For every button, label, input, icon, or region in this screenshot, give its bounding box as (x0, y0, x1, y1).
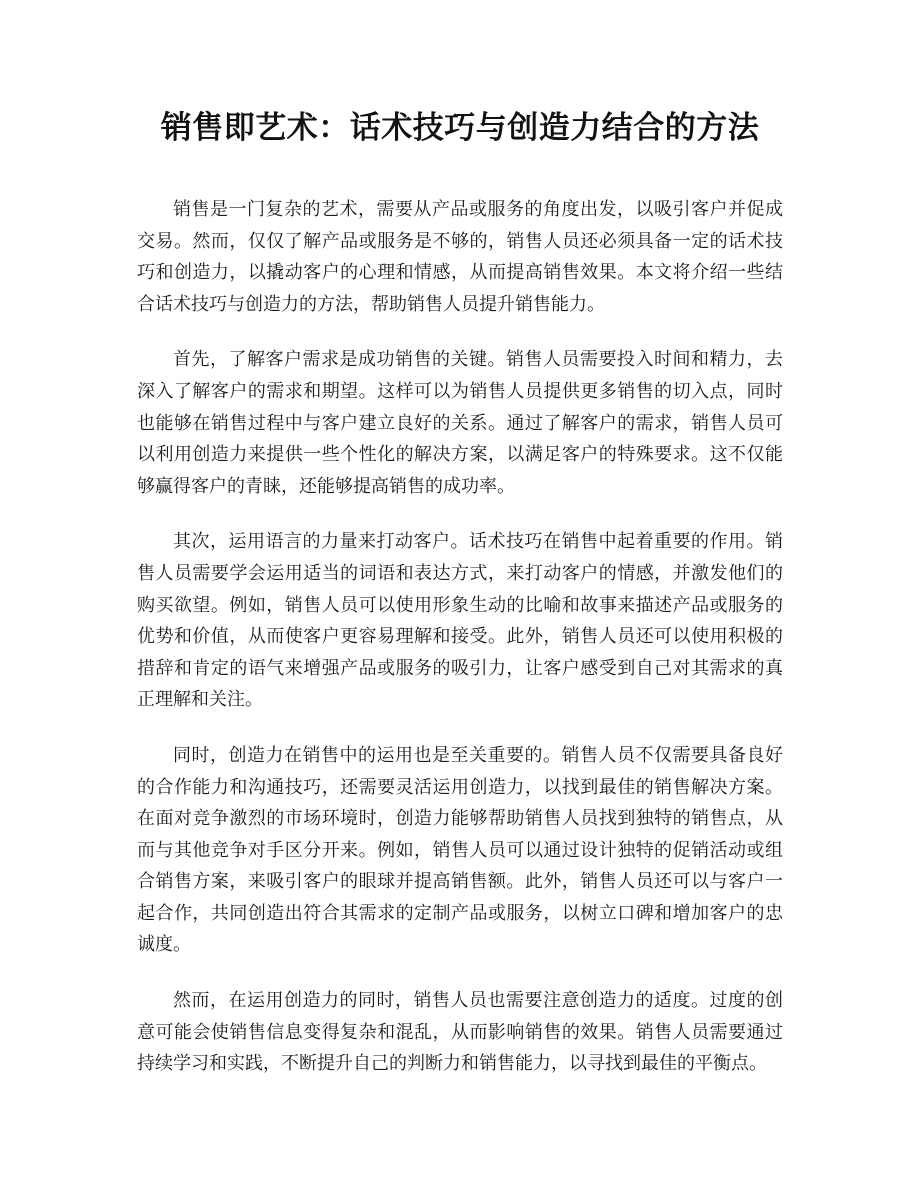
paragraph-moderation: 然而，在运用创造力的同时，销售人员也需要注意创造力的适度。过度的创意可能会使销售信息变得复杂和混乱，从而影响销售的效果。销售人员需要通过持续学习和实践，不断提升自己的判断力和销售能力，以寻找到最佳的平衡点。 (137, 990, 783, 1075)
paragraph-customer-needs: 首先，了解客户需求是成功销售的关键。销售人员需要投入时间和精力，去深入了解客户的需求和期望。这样可以为销售人员提供更多销售的切入点，同时也能够在销售过程中与客户建立良好的关系。通过了解客户的需求，销售人员可以利用创造力来提供一些个性化的解决方案，以满足客户的特殊要求。这不仅能够赢得客户的青睐，还能够提高销售的成功率。 (137, 349, 783, 497)
paragraph-creativity: 同时，创造力在销售中的运用也是至关重要的。销售人员不仅需要具备良好的合作能力和沟通技巧，还需要灵活运用创造力，以找到最佳的销售解决方案。在面对竞争激烈的市场环境时，创造力能够帮助销售人员找到独特的销售点，从而与其他竞争对手区分开来。例如，销售人员可以通过设计独特的促销活动或组合销售方案，来吸引客户的眼球并提高销售额。此外，销售人员还可以与客户一起合作，共同创造出符合其需求的定制产品或服务，以树立口碑和增加客户的忠诚度。 (137, 744, 783, 956)
document-title: 销售即艺术：话术技巧与创造力结合的方法 (160, 110, 760, 146)
paragraph-language-power: 其次，运用语言的力量来打动客户。话术技巧在销售中起着重要的作用。销售人员需要学会运用适当的词语和表达方式，来打动客户的情感，并激发他们的购买欲望。例如，销售人员可以使用形象生动的比喻和故事来描述产品或服务的优势和价值，从而使客户更容易理解和接受。此外，销售人员还可以使用积极的措辞和肯定的语气来增强产品或服务的吸引力，让客户感受到自己对其需求的真正理解和关注。 (137, 531, 783, 711)
paragraph-intro: 销售是一门复杂的艺术，需要从产品或服务的角度出发，以吸引客户并促成交易。然而，仅仅了解产品或服务是不够的，销售人员还必须具备一定的话术技巧和创造力，以撬动客户的心理和情感，从而提高销售效果。本文将介绍一些结合话术技巧与创造力的方法，帮助销售人员提升销售能力。 (137, 199, 783, 315)
